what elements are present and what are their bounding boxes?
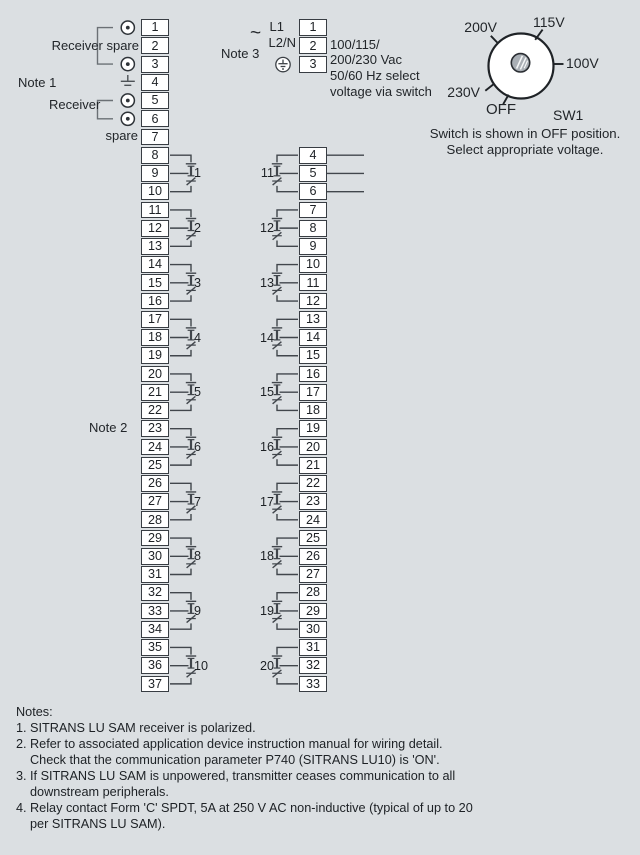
left-terminal-25: 25	[141, 457, 169, 474]
middle-terminal-18: 18	[299, 402, 327, 419]
middle-terminal-5: 5	[299, 165, 327, 182]
relay-contact-icon-10	[170, 647, 196, 683]
l2n-label: L2/N	[268, 35, 296, 50]
relay-number-17: 17	[259, 494, 274, 509]
middle-terminal-29: 29	[299, 603, 327, 620]
middle-terminal-8: 8	[299, 220, 327, 237]
middle-terminal-17: 17	[299, 384, 327, 401]
notes-list	[16, 720, 473, 832]
left-terminal-1: 1	[141, 19, 169, 36]
relay-contact-icon-18	[272, 538, 298, 574]
left-terminal-15: 15	[141, 274, 169, 291]
left-terminal-2: 2	[141, 37, 169, 54]
relay-number-5: 5	[194, 385, 202, 400]
ground-icon	[121, 75, 135, 85]
note-number: 1.	[16, 721, 27, 735]
note-number: 2.	[16, 737, 27, 751]
left-terminal-29: 29	[141, 530, 169, 547]
note-item-4	[16, 800, 473, 832]
left-terminal-30: 30	[141, 548, 169, 565]
middle-terminal-11: 11	[299, 274, 327, 291]
left-terminal-23: 23	[141, 420, 169, 437]
notes-section	[16, 704, 473, 832]
note2-label: Note 2	[89, 419, 128, 435]
middle-terminal-12: 12	[299, 293, 327, 310]
relay-number-18: 18	[259, 549, 274, 564]
left-terminal-31: 31	[141, 566, 169, 583]
note-number: 4.	[16, 801, 27, 815]
power-terminal-3: 3	[299, 56, 327, 73]
left-terminal-19: 19	[141, 347, 169, 364]
receiver-terminal-icon-5	[121, 94, 134, 107]
middle-terminal-15: 15	[299, 347, 327, 364]
left-terminal-4: 4	[141, 74, 169, 91]
power-terminal-1: 1	[299, 19, 327, 36]
relay-number-1: 1	[194, 166, 202, 181]
switch-label-200v: 200V	[464, 19, 497, 35]
relay-contact-icon-9	[170, 593, 196, 629]
middle-terminal-20: 20	[299, 439, 327, 456]
switch-label-230v: 230V	[447, 84, 480, 100]
note-text: SITRANS LU SAM receiver is polarized.	[30, 721, 256, 735]
relay-number-7: 7	[194, 494, 202, 509]
middle-terminal-22: 22	[299, 475, 327, 492]
middle-terminal-21: 21	[299, 457, 327, 474]
relay-number-12: 12	[259, 221, 274, 236]
middle-terminal-14: 14	[299, 329, 327, 346]
middle-terminal-31: 31	[299, 639, 327, 656]
relay-contact-icon-12	[272, 210, 298, 246]
left-terminal-27: 27	[141, 493, 169, 510]
relay-number-15: 15	[259, 385, 274, 400]
note-number: 3.	[16, 769, 27, 783]
left-terminal-24: 24	[141, 439, 169, 456]
left-terminal-34: 34	[141, 621, 169, 638]
left-terminal-5: 5	[141, 92, 169, 109]
relay-number-9: 9	[194, 604, 202, 618]
l1-label: L1	[269, 18, 284, 34]
left-terminal-14: 14	[141, 256, 169, 273]
left-terminal-7: 7	[141, 129, 169, 146]
notes-title: Notes:	[16, 705, 53, 719]
relay-contact-icon-16	[272, 429, 298, 465]
middle-terminal-23: 23	[299, 493, 327, 510]
left-terminal-28: 28	[141, 511, 169, 528]
middle-terminal-10: 10	[299, 256, 327, 273]
switch-tick-230v	[485, 84, 494, 91]
left-terminal-21: 21	[141, 384, 169, 401]
left-terminal-22: 22	[141, 402, 169, 419]
switch-label-100v: 100V	[566, 55, 599, 71]
relay-contact-icon-6	[170, 429, 196, 465]
left-terminal-12: 12	[141, 220, 169, 237]
relay-number-6: 6	[194, 439, 202, 454]
receiver-terminal-icon-1	[121, 21, 134, 34]
middle-terminal-28: 28	[299, 584, 327, 601]
middle-terminal-16: 16	[299, 366, 327, 383]
left-terminal-37: 37	[141, 676, 169, 693]
note-item-3	[16, 768, 473, 800]
note-item-1	[16, 720, 473, 736]
relay-contact-icon-8	[170, 538, 196, 574]
note-item-2	[16, 736, 473, 768]
relay-contact-icon-15	[272, 374, 298, 410]
left-terminal-9: 9	[141, 165, 169, 182]
middle-terminal-32: 32	[299, 657, 327, 674]
relay-contact-icon-7	[170, 483, 196, 519]
relay-contact-icon-17	[272, 483, 298, 519]
relay-contact-icon-1	[170, 155, 196, 191]
ac-symbol: ~	[250, 23, 262, 44]
left-terminal-13: 13	[141, 238, 169, 255]
receiver-terminal-icon-3	[121, 58, 134, 71]
relay-number-3: 3	[194, 275, 202, 290]
switch-label-115v: 115V	[533, 14, 565, 30]
switch-name-label: SW1	[553, 106, 584, 123]
left-terminal-36: 36	[141, 657, 169, 674]
middle-terminal-19: 19	[299, 420, 327, 437]
left-terminal-20: 20	[141, 366, 169, 383]
middle-terminal-4: 4	[299, 147, 327, 164]
relay-contact-icon-2	[170, 210, 196, 246]
middle-terminal-7: 7	[299, 202, 327, 219]
note-text: If SITRANS LU SAM is unpowered, transmitter ceases communication to all downstream peripherals.	[30, 769, 456, 799]
voltage-switch-dial	[485, 30, 563, 105]
receiver-label: Receiver	[49, 96, 101, 112]
left-terminal-3: 3	[141, 56, 169, 73]
spare-label: spare	[105, 128, 138, 143]
relay-number-16: 16	[259, 439, 274, 454]
note3-label: Note 3	[221, 45, 260, 61]
relay-number-20: 20	[259, 658, 274, 673]
middle-terminal-9: 9	[299, 238, 327, 255]
left-terminal-18: 18	[141, 329, 169, 346]
relay-number-10: 10	[194, 658, 209, 673]
switch-caption: Switch is shown in OFF position. Select appropriate voltage.	[429, 125, 621, 158]
power-terminal-2: 2	[299, 37, 327, 54]
middle-terminal-30: 30	[299, 621, 327, 638]
left-terminal-16: 16	[141, 293, 169, 310]
middle-terminal-27: 27	[299, 566, 327, 583]
relay-contact-icon-19	[272, 593, 298, 629]
protective-earth-icon	[276, 57, 290, 71]
relay-number-13: 13	[259, 275, 274, 290]
note-text: Refer to associated application device instruction manual for wiring detail. Check that the communication parameter P740 (SITRANS LU10) is 'ON'.	[30, 737, 443, 767]
left-terminal-32: 32	[141, 584, 169, 601]
relay-number-4: 4	[194, 330, 202, 345]
middle-terminal-33: 33	[299, 676, 327, 693]
left-terminal-10: 10	[141, 183, 169, 200]
switch-tick-200v	[491, 36, 498, 44]
power-description: 100/115/ 200/230 Vac 50/60 Hz select voltage via switch	[330, 36, 432, 100]
relay-contact-icon-20	[272, 647, 298, 683]
switch-knob-icon	[511, 54, 529, 72]
middle-terminal-25: 25	[299, 530, 327, 547]
relay-contact-icon-3	[170, 265, 196, 301]
note-text: Relay contact Form 'C' SPDT, 5A at 250 V AC non-inductive (typical of up to 20 per SITRANS LU SAM).	[30, 801, 473, 831]
note1-label: Note 1	[18, 75, 57, 90]
middle-terminal-13: 13	[299, 311, 327, 328]
relay-number-2: 2	[194, 221, 202, 236]
left-terminal-26: 26	[141, 475, 169, 492]
middle-terminal-24: 24	[299, 511, 327, 528]
left-terminal-35: 35	[141, 639, 169, 656]
left-terminal-8: 8	[141, 147, 169, 164]
left-terminal-11: 11	[141, 202, 169, 219]
relay-number-14: 14	[259, 330, 274, 345]
middle-terminal-6: 6	[299, 183, 327, 200]
relay-number-19: 19	[259, 604, 274, 618]
relay-number-8: 8	[194, 549, 202, 564]
relay-number-11: 11	[260, 166, 274, 181]
relay-contact-icon-11	[272, 155, 298, 191]
relay-contact-icon-4	[170, 319, 196, 355]
receiver-spare-label: Receiver spare	[51, 37, 139, 53]
middle-terminal-26: 26	[299, 548, 327, 565]
receiver-terminal-icon-6	[121, 112, 134, 125]
left-terminal-33: 33	[141, 603, 169, 620]
relay-contact-icon-13	[272, 265, 298, 301]
relay-contact-icon-5	[170, 374, 196, 410]
relay-contact-icon-14	[272, 319, 298, 355]
left-terminal-17: 17	[141, 311, 169, 328]
switch-label-off: OFF	[486, 101, 516, 118]
left-terminal-6: 6	[141, 110, 169, 127]
